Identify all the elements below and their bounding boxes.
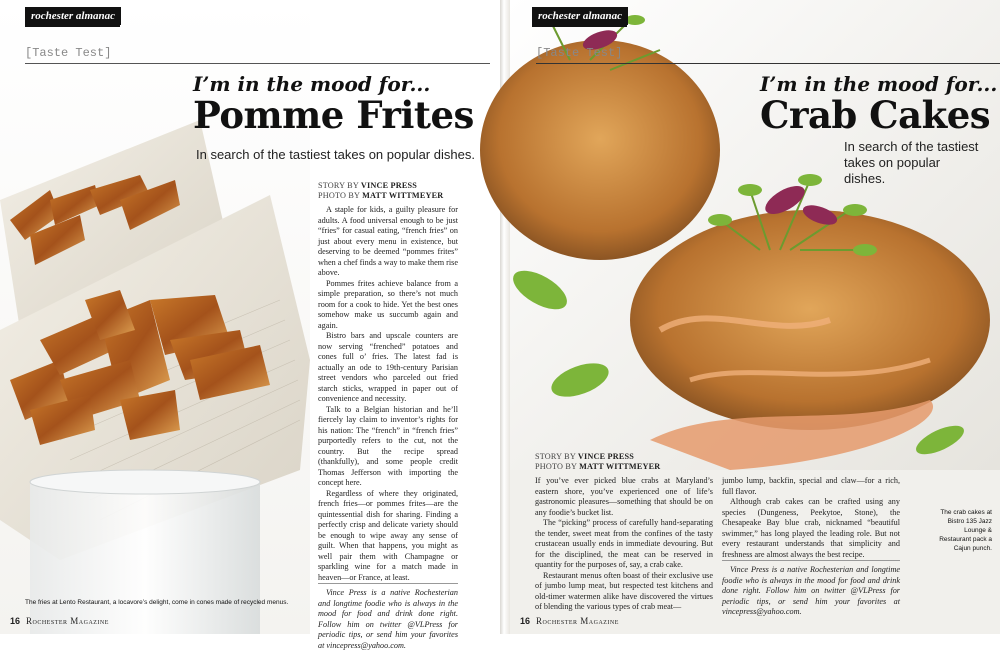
section-label: [Taste Test]: [25, 46, 112, 60]
magazine-name: Rochester Magazine: [536, 616, 619, 626]
folio: [10, 616, 109, 626]
article-body: [318, 205, 458, 651]
deck-text: In search of the tastiest takes on popular dishes.: [196, 147, 475, 162]
page-number: 16: [520, 616, 531, 626]
photo-caption: The crab cakes at Bistro 135 Jazz Lounge & Restaurant pack a Cajun punch.: [939, 509, 992, 552]
article-column-1: [535, 476, 713, 613]
paragraph: Pommes frites achieve balance from a simple preparation, so there’s not much room for a cook to hide. Yet the best ones somehow make us succumb again and again.: [318, 278, 458, 330]
byline: [535, 452, 660, 472]
paragraph: Although crab cakes can be crafted using any species (Dungeness, Peekytoe, Stone), the Chesapeake Bay blue crab, nicknamed “beautiful swimmer,” has long played the leading role. But not every restaurant understands that simplicity and freshness are almost always the best recipe.: [722, 497, 900, 559]
story-by-label: STORY BY: [535, 452, 576, 461]
author-bio: Vince Press is a native Rochesterian and longtime foodie who is always in the mood for food and drink done right. Follow him on twitter @VLPress for periodic tips, or send him your favorites at vincepress@yahoo.com.: [318, 583, 458, 651]
paragraph: jumbo lump, backfin, special and claw—for a rich, full flavor.: [722, 476, 900, 496]
paragraph: Regardless of where they originated, french fries—or pommes frites—are the quintessential dish for sharing. Finding a perfectly crisp and delicate variety should be enough to wipe away any sense of guilt. When that happens, you might as well pair them with Champagne or sparkling wine for a match made in heaven—or France, at least.: [318, 488, 458, 582]
author-bio: Vince Press is a native Rochesterian and longtime foodie who is always in the mood for food and drink done right. Follow him on twitter @VLPress for periodic tips, or send him your favorites at vincepress@yahoo.com.: [722, 560, 900, 618]
photo-by-label: PHOTO BY: [318, 191, 360, 200]
story-by-name: VINCE PRESS: [360, 181, 418, 190]
section-label: [Taste Test]: [536, 46, 623, 60]
deck-text: In search of the tastiest takes on popular dishes.: [844, 139, 979, 186]
paragraph: The “picking” process of carefully hand-separating the tender, sweet meat from the confines of the tasty crustacean usually ends in immediate devouring. But for the disciplined, the meat can be reserved in quantity for the purposes of, say, a crab cake.: [535, 518, 713, 569]
photo-by-label: PHOTO BY: [535, 462, 577, 471]
folio: [520, 616, 619, 626]
paragraph: Talk to a Belgian historian and he’ll fiercely lay claim to inventor’s rights for his nation: The “french” in “french fries” purportedly refers to the cut, not the country. But the recipe spread (thankfully), and some people credit Thomas Jefferson with importing the concept here.: [318, 404, 458, 487]
page-headline: Pomme Frites: [193, 93, 474, 137]
tag-underline: [532, 25, 627, 27]
photo-caption: The fries at Lento Restaurant, a locavore’s delight, come in cones made of recycled menus.: [25, 599, 289, 606]
left-page: [0, 0, 500, 650]
story-by-label: STORY BY: [318, 181, 359, 190]
byline: [318, 181, 443, 201]
page-number: 16: [10, 616, 21, 626]
section-rule: [536, 63, 1000, 64]
story-by-name: VINCE PRESS: [577, 452, 635, 461]
headline-kicker: I’m in the mood for...: [193, 72, 431, 96]
section-tag: rochester almanac: [532, 7, 628, 25]
crab-cakes-photo: [510, 0, 1000, 470]
section-tag: rochester almanac: [25, 7, 121, 25]
magazine-name: Rochester Magazine: [26, 616, 109, 626]
paragraph: If you’ve ever picked blue crabs at Maryland’s eastern shore, you’ve experienced one of life’s gastronomic pleasures—something that should be on any foodie’s bucket list.: [535, 476, 713, 517]
paragraph: Bistro bars and upscale counters are now serving “frenched” potatoes and cones full o’ fries. The latest fad is actually an ode to 19th-century Parisian street vendors who parceled out fried starch sticks, wrapped in paper out of convenience and necessity.: [318, 331, 458, 403]
photo-by-name: MATT WITTMEYER: [579, 462, 661, 471]
paragraph: A staple for kids, a guilty pleasure for adults. A food universal enough to be just “fries” for casual eating, “french fries” on just about every menu in existence, but deserving to be deemed “pommes frites” when a chef finds a way to make them rise above.: [318, 205, 458, 277]
headline-kicker: I’m in the mood for...: [760, 72, 998, 96]
photo-by-name: MATT WITTMEYER: [362, 191, 444, 200]
page-headline: Crab Cakes: [760, 93, 991, 137]
paragraph: Restaurant menus often boast of their exclusive use of jumbo lump meat, but respected test kitchens and old-timer watermen alike have discovered the virtues of blending the various types of crab meat—: [535, 570, 713, 611]
right-page: [510, 0, 1000, 634]
article-column-2: [722, 476, 900, 618]
section-rule: [25, 63, 490, 64]
tag-underline: [25, 25, 120, 27]
